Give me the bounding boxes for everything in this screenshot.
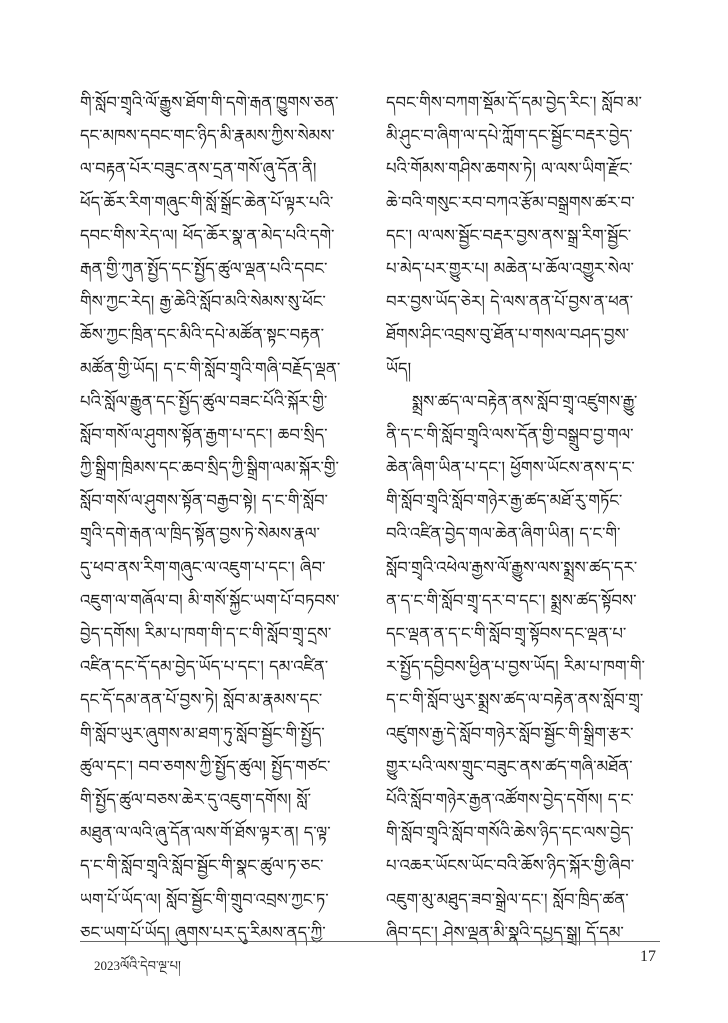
text-line: དང་། ལ་ལས་སྦྱོང་བརྡར་བྱས་ནས་སྒྲ་རིག་སྦྱོང་ <box>386 225 632 245</box>
text-line: སློབ་གསོ་ལ་ཤུགས་སྟོན་རྒྱག་པ་དང་། ཆབ་སྲིད་ <box>80 424 328 444</box>
text-line: པའི་སློལ་རྒྱུན་དང་སྤྱོད་ཚུལ་བཟང་པོའི་སྐོར་གྱི་ <box>80 391 328 411</box>
text-line: འཛིན་དང་དོ་དམ་བྱེད་ཡོད་པ་དང་། དམ་འཛིན་ <box>80 657 329 677</box>
text-line: ཐོགས་ཤིང་འབྲས་བུ་ཐོན་པ་གསལ་བཤད་བྱས་ <box>386 325 630 345</box>
text-line: དང་ལྡན་ན་ད་ང་གི་སློབ་གྲྭ་སྟོབས་དང་ལྡན་པ་ <box>386 624 627 643</box>
text-line: ར་སྤྱོད་དབྱིབས་ཕྱིན་པ་བྱས་ཡོད། རིམ་པ་ཁག་གི་ <box>386 657 645 677</box>
text-line: རྒན་གྱི་ཀུན་སྤྱོད་དང་སྤྱོད་ཚུལ་ལྡན་པའི་དབང་ <box>80 258 328 278</box>
text-line: པའི་གོམས་གཤིས་ཆགས་ཏེ། ལ་ལས་ཡིག་རྫོང་ <box>386 159 633 179</box>
text-line: ད་ང་གི་སློབ་གྲྭའི་སློབ་སྦྱོང་གི་སྣང་ཚུལ་ཏ་ཅང་ <box>80 856 324 876</box>
text-line: གི་སློབ་གྲྭའི་ལོ་རྒྱུས་ཐོག་གི་དགེ་རྒན་ཁྱུགས་ཅན་ <box>80 93 339 112</box>
text-line: པ་མེད་པར་གྱུར་པ། མཆེན་པ་ཆོལ་འགྱུར་སེལ་ <box>386 258 635 278</box>
text-line: ཞིབ་དང་། ཤེས་ལྡན་མི་སྣའི་དཔྱད་སྒྲ། དོ་དམ་ <box>386 922 624 942</box>
text-line: གིས་ཀྱང་རེད། རྒྱ་ཆེའི་སློབ་མའི་སེམས་སུ་ཕོང་ <box>80 292 326 312</box>
text-line: མཚོན་གྱི་ཡོད། ད་ང་གི་སློབ་གྲྭའི་གཞི་བརྗོད་ལྡན་ <box>80 358 341 378</box>
text-line: སྨྲས་ཚད་ལ་བརྟེན་ནས་སློབ་གྲྭ་འཛུགས་རྒྱུ་ <box>412 391 638 411</box>
footer-label: 2023ལོའི་དེབ་ལྔ་པ། <box>94 958 181 973</box>
text-line: ལ་བརྟན་པོར་བཟུང་ནས་དྲན་གསོ་ཞུ་དོན་ནི། <box>80 159 317 179</box>
text-line: པ་འཆར་ཡོངས་ཡོང་བའི་ཆོས་ཉིད་སྐོར་གྱི་ཞིབ་ <box>386 856 635 876</box>
text-line: དང་དོ་དམ་ནན་པོ་བྱས་ཏེ། སློབ་མ་རྣམས་དང་ <box>80 690 323 710</box>
text-line: ཡོད། <box>386 358 412 378</box>
text-line: མཐུན་ལ་ལའི་ཞུ་དོན་ལས་གོ་ཐོས་ལྟར་ན། ད་ལྟ་ <box>80 823 331 843</box>
text-line: སློབ་གྲྭའི་འཕེལ་རྒྱས་ལོ་རྒྱུས་ལས་སྨྲས་ཚད་དར་ <box>386 557 638 577</box>
text-line: འཛུགས་རྒྱ་དེ་སློབ་གཉེར་སློབ་སྦྱོང་གི་སྒྲིག་རྩར་ <box>386 723 634 743</box>
text-line: མི་ཤུང་བ་ཞིག་ལ་དཔེ་ཀློག་དང་སྦྱོང་བརྡར་བྱེད་ <box>386 126 633 146</box>
text-line: འཇུག་ལ་གཞོལ་བ། མི་གསོ་སྐྱོང་ཡག་པོ་བཏབས་ <box>80 590 340 610</box>
footer-rule <box>80 941 660 942</box>
text-line: དུ་ཕབ་ནས་རིག་གཞུང་ལ་འཇུག་པ་དང་། ཞིབ་ <box>80 557 326 577</box>
text-line: བྱེད་དགོས། རིམ་པ་ཁག་གི་ད་ང་གི་སློབ་གྲྭ་དྲས་ <box>80 624 332 643</box>
text-line: འཇུག་མུ་མཐུད་ཟབ་སྒྲེལ་དང་། སློབ་ཁྲིད་ཚན་ <box>386 889 629 909</box>
text-line: ཅང་ཡག་པོ་ཡོད། ཞུགས་པར་དུ་རིམས་ནད་ཀྱི་ <box>80 922 326 942</box>
text-line: གྱུར་པའི་ལས་གྲུང་བཟུང་ནས་ཚད་གཞི་མཐོན་ <box>386 756 633 776</box>
text-line: ཕོད་ཆོར་རིག་གཞུང་གི་སློ་སྒྲོང་ཆེན་པོ་ལྟར་པའི་ <box>80 192 334 212</box>
text-line: ཆེན་ཞིག་ཡིན་པ་དང་། ཕྱོགས་ཡོངས་ནས་ད་ང་ <box>386 458 635 478</box>
text-line: ཆེ་བའི་གསུང་རབ་བཀའ་རྩོམ་བསྒྲགས་ཚར་བ་ <box>386 192 635 212</box>
text-line: དབང་གིས་རེད་ལ། ཕོད་ཆོར་སྣ་ན་མེད་པའི་དགེ་ <box>80 225 335 245</box>
text-line: གི་སློབ་ཡུར་ཞུགས་མ་ཐག་ཏུ་སློབ་སྦྱོང་གི་སྤྱོད་ <box>80 723 325 743</box>
text-line: པོའི་སློབ་གཉེར་རྒྱན་འཚོགས་བྱེད་དགོས། ད་ང་ <box>386 789 634 809</box>
text-line: གི་སློབ་གྲྭའི་སློབ་གཉེར་རྒྱ་ཚད་མཐོ་རུ་གཏོང་ <box>386 491 623 511</box>
text-line: བའི་འཛིན་བྱེད་གལ་ཆེན་ཞིག་ཡིན། ད་ང་གི་ <box>386 524 621 544</box>
text-line: གི་སྤྱོད་ཚུལ་བཅས་ཆེར་དུ་འཇུག་དགོས། སློ་ <box>80 789 312 809</box>
text-line: ཡག་པོ་ཡོད་ལ། སློབ་སྦྱོང་གི་གྲུབ་འབྲས་ཀྱང་ཏ་ <box>80 889 329 909</box>
text-line: ནི་ད་ང་གི་སློབ་གྲྭའི་ལས་དོན་གྱི་བསྒྲུབ་བྱ་གལ་ <box>386 424 634 444</box>
text-line: ཀྱི་སྒྲིག་ཁྲིམས་དང་ཆབ་སྲིད་ཀྱི་སྒྲིག་ལམ་སྐོར་གྱི་ <box>80 458 339 478</box>
text-line: ད་ང་གི་སློབ་ཡུར་སྨྲས་ཚད་ལ་བརྟེན་ནས་སློབ་གྲྭ་ <box>386 690 644 710</box>
text-line: གི་སློབ་གྲྭའི་སློབ་གསོའི་ཆེས་ཉིད་དང་ལས་བྱེད་ <box>386 823 634 843</box>
page-number: 17 <box>640 948 656 965</box>
text-line: གྲྭའི་དགེ་རྒན་ལ་ཁྲིད་སྟོན་བྱས་ཏེ་སེམས་རྣལ་ <box>80 524 320 544</box>
text-line: ཚུལ་དང་། བབ་ཅགས་ཀྱི་སྤྱོད་ཚུལ། སྤྱོད་གཙང་ <box>80 756 331 776</box>
text-line: ན་ད་ང་གི་སློབ་གྲྭ་དར་བ་དང་། སྨྲས་ཚད་སྟོབས་ <box>386 590 637 610</box>
left-text-column <box>80 86 348 949</box>
text-line: བར་བྱས་ཡོད་ཅེར། དེ་ལས་ནན་པོ་བྱས་ན་ཕན་ <box>386 292 634 312</box>
text-line: ཆོས་ཀྱང་ཁྲིན་དང་མིའི་དཔེ་མཚོན་སྟང་བརྟན་ <box>80 325 325 345</box>
text-line: དབང་གིས་བཀག་སྡོམ་དོ་དམ་བྱེད་རིང་། སློབ་མ་ <box>386 93 642 112</box>
text-line: སློབ་གསོ་ལ་ཤུགས་སྟོན་བརྒྱབ་སྟེ། ད་ང་གི་སློབ་ <box>80 491 329 511</box>
text-line: དང་མཁས་དབང་གང་ཉིད་མི་རྣམས་ཀྱིས་སེམས་ <box>80 126 335 146</box>
right-text-column <box>386 86 654 949</box>
